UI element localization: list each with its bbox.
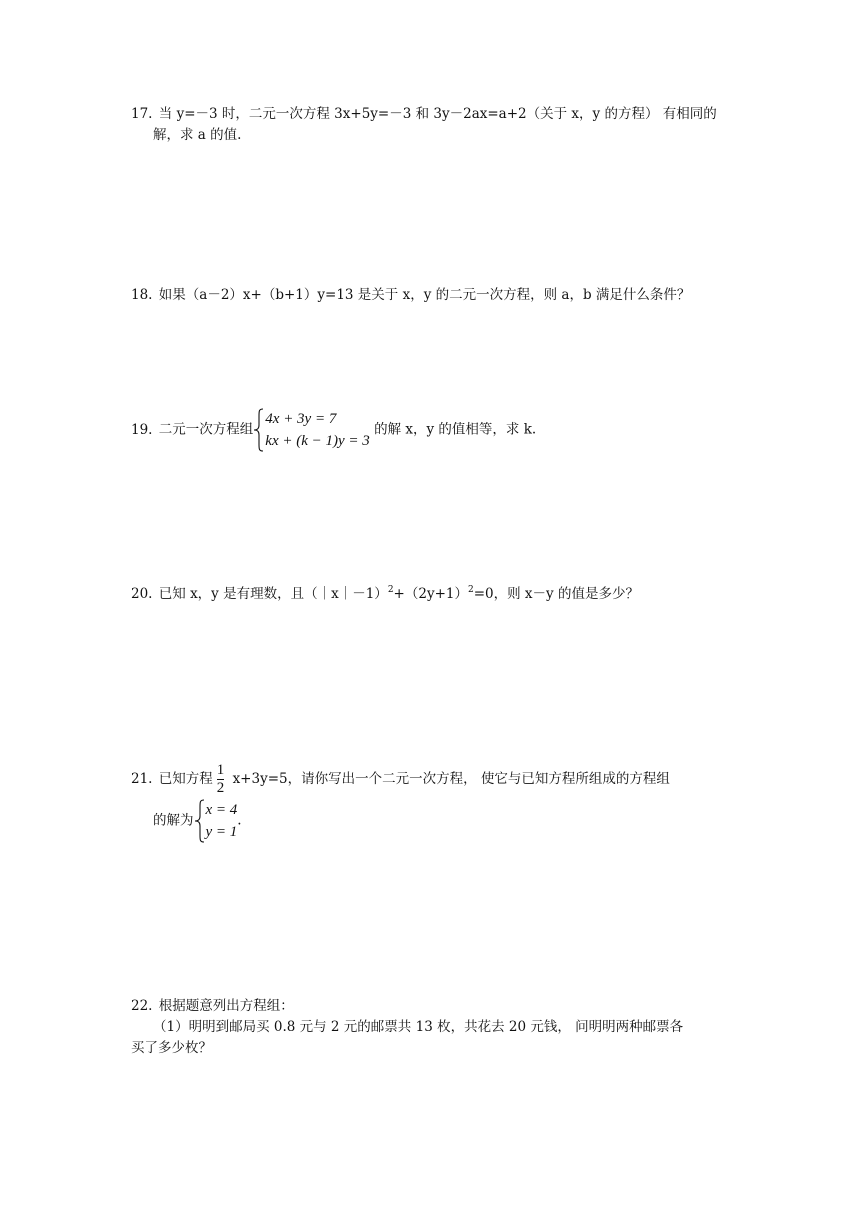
left-brace-icon xyxy=(194,799,206,843)
equation-2: kx + (k − 1)y = 3 xyxy=(265,433,370,449)
question-18 xyxy=(131,285,731,306)
fraction xyxy=(217,762,225,797)
question-17 xyxy=(131,104,731,146)
question-number: 22. xyxy=(131,998,153,1014)
exponent: 2 xyxy=(467,585,474,595)
question-number: 21. xyxy=(131,771,153,787)
question-20 xyxy=(131,580,731,605)
exponent: 2 xyxy=(387,585,394,595)
question-17-line-1 xyxy=(131,104,731,125)
question-21 xyxy=(131,762,731,843)
question-21-line-2 xyxy=(131,799,731,843)
question-22-line-3: 买了多少枚？ xyxy=(131,1040,212,1056)
question-number: 17. xyxy=(131,106,153,122)
question-text: 已知 x，y 是有理数，且（｜x｜－1） xyxy=(158,586,388,602)
question-text: x+3y=5，请你写出一个二元一次方程， 使它与已知方程所组成的方程组 xyxy=(228,771,670,787)
question-text: . xyxy=(237,812,242,829)
question-text: 的解 x，y 的值相等，求 k. xyxy=(374,421,537,438)
question-number: 18. xyxy=(131,287,153,303)
question-number: 19. xyxy=(131,421,153,438)
question-22-line-1 xyxy=(131,996,731,1017)
question-text: 根据题意列出方程组： xyxy=(158,998,294,1014)
question-text: 如果（a－2）x+（b+1）y=13 是关于 x，y 的二元一次方程，则 a，b 满足什么条件？ xyxy=(158,287,691,303)
question-text: 已知方程 xyxy=(158,771,213,787)
question-text: 二元一次方程组 xyxy=(158,421,254,438)
question-text: +（2y+1） xyxy=(393,586,468,602)
question-21-line-1 xyxy=(131,762,731,797)
solution-y: y = 1 xyxy=(205,824,238,840)
question-text: 当 y=－3 时，二元一次方程 3x+5y=－3 和 3y－2ax=a+2（关于 x，y 的方程） 有相同的 xyxy=(158,106,717,122)
question-19 xyxy=(131,408,731,452)
solution-system xyxy=(194,799,238,843)
equation-system xyxy=(253,408,370,452)
left-brace-icon xyxy=(253,408,265,452)
solution-x: x = 4 xyxy=(205,802,238,818)
question-text: =0，则 x－y 的值是多少？ xyxy=(473,586,639,602)
fraction-denominator: 2 xyxy=(216,780,225,796)
question-17-line-2: 解，求 a 的值. xyxy=(153,127,242,143)
question-22-line-2: （1）明明到邮局买 0.8 元与 2 元的邮票共 13 枚，共花去 20 元钱， 问明明两种邮票各 xyxy=(153,1019,684,1035)
question-number: 20. xyxy=(131,586,153,602)
question-text: 的解为 xyxy=(153,812,194,829)
equation-1: 4x + 3y = 7 xyxy=(265,411,337,427)
question-22 xyxy=(131,996,731,1059)
fraction-numerator: 1 xyxy=(216,762,225,778)
